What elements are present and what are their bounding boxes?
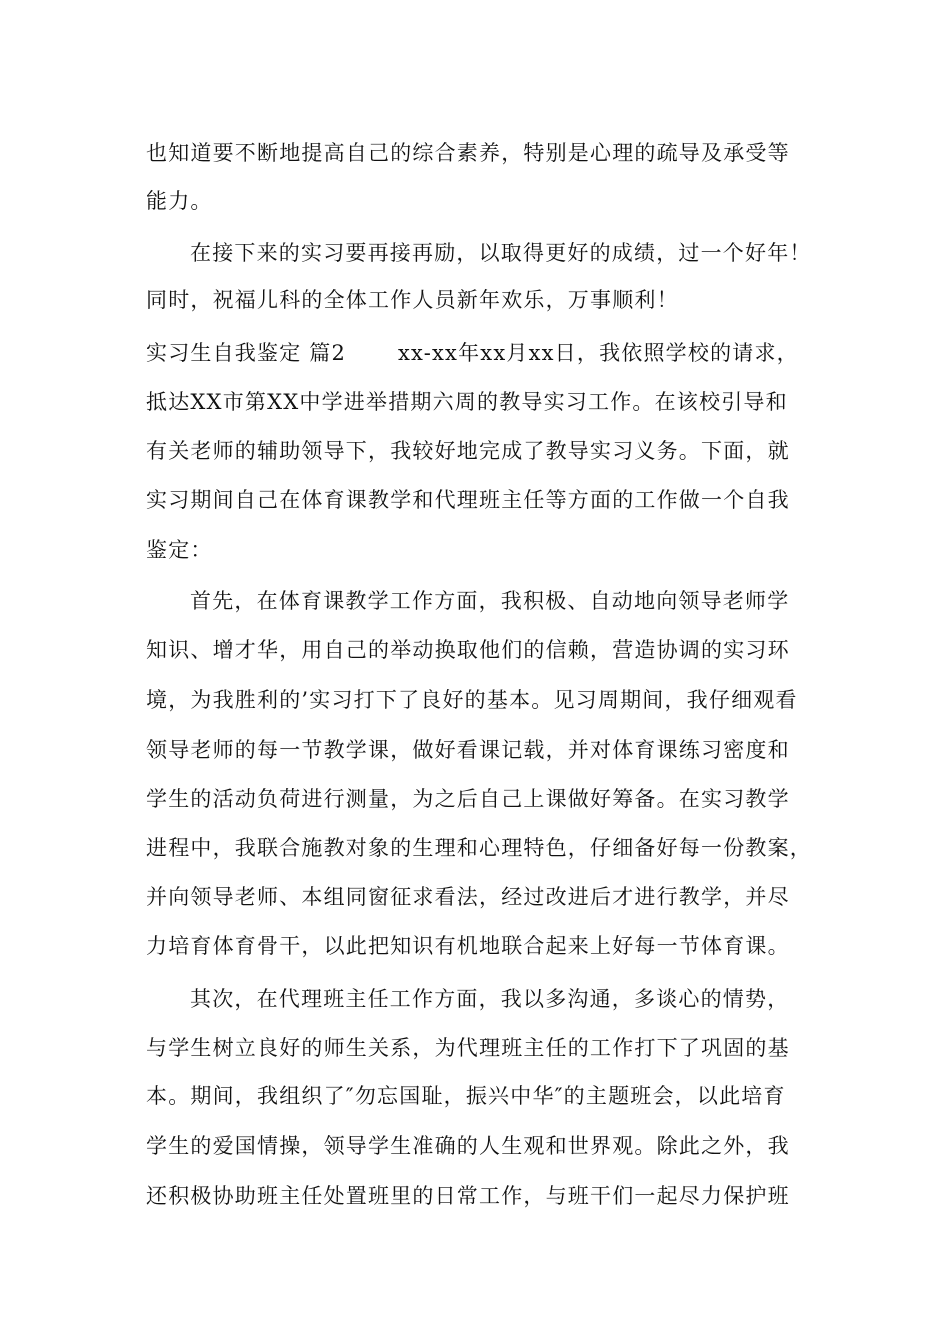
text-line: 鉴定： [146, 538, 213, 562]
text-line: 抵达XX市第XX中学进举措期六周的教导实习工作。在该校引导和 [146, 390, 788, 414]
text-line: 实习期间自己在体育课教学和代理班主任等方面的工作做一个自我 [146, 488, 790, 512]
text-line: 有关老师的辅助领导下，我较好地完成了教导实习义务。下面，就 [146, 439, 790, 463]
text-line: 能力。 [146, 189, 213, 213]
paragraph-first-line: 首先，在体育课教学工作方面，我积极、自动地向领导老师学 [190, 589, 790, 613]
text-line: 同时，祝福儿科的全体工作人员新年欢乐，万事顺利！ [146, 288, 679, 312]
text-line: 也知道要不断地提高自己的综合素养，特别是心理的疏导及承受等 [146, 141, 790, 165]
paragraph-first-line: 其次，在代理班主任工作方面，我以多沟通，多谈心的情势， [190, 987, 790, 1011]
section-heading-line [146, 338, 799, 368]
section-heading: 实习生自我鉴定 篇2 [146, 341, 347, 365]
text-line: 与学生树立良好的师生关系，为代理班主任的工作打下了巩固的基 [146, 1036, 790, 1060]
text-line: 境，为我胜利的’实习打下了良好的基本。见习周期间，我仔细观看 [146, 688, 798, 712]
text-line: 本。期间，我组织了″勿忘国耻，振兴中华″的主题班会，以此培育 [146, 1084, 786, 1108]
text-line: xx-xx年xx月xx日，我依照学校的请求， [398, 341, 799, 365]
text-line: 知识、增才华，用自己的举动换取他们的信赖，营造协调的实习环 [146, 638, 790, 662]
text-line: 力培育体育骨干，以此把知识有机地联合起来上好每一节体育课。 [146, 934, 790, 958]
text-line: 进程中，我联合施教对象的生理和心理特色，仔细备好每一份教案， [146, 836, 812, 860]
text-line: 并向领导老师、本组同窗征求看法，经过改进后才进行教学，并尽 [146, 885, 790, 909]
text-line: 学生的活动负荷进行测量，为之后自己上课做好筹备。在实习教学 [146, 787, 790, 811]
paragraph-first-line: 在接下来的实习要再接再励，以取得更好的成绩，过一个好年！ [190, 241, 812, 265]
text-line: 领导老师的每一节教学课，做好看课记载，并对体育课练习密度和 [146, 738, 790, 762]
text-line: 学生的爱国情操，领导学生准确的人生观和世界观。除此之外，我 [146, 1134, 790, 1158]
text-line: 还积极协助班主任处置班里的日常工作，与班干们一起尽力保护班 [146, 1184, 790, 1208]
